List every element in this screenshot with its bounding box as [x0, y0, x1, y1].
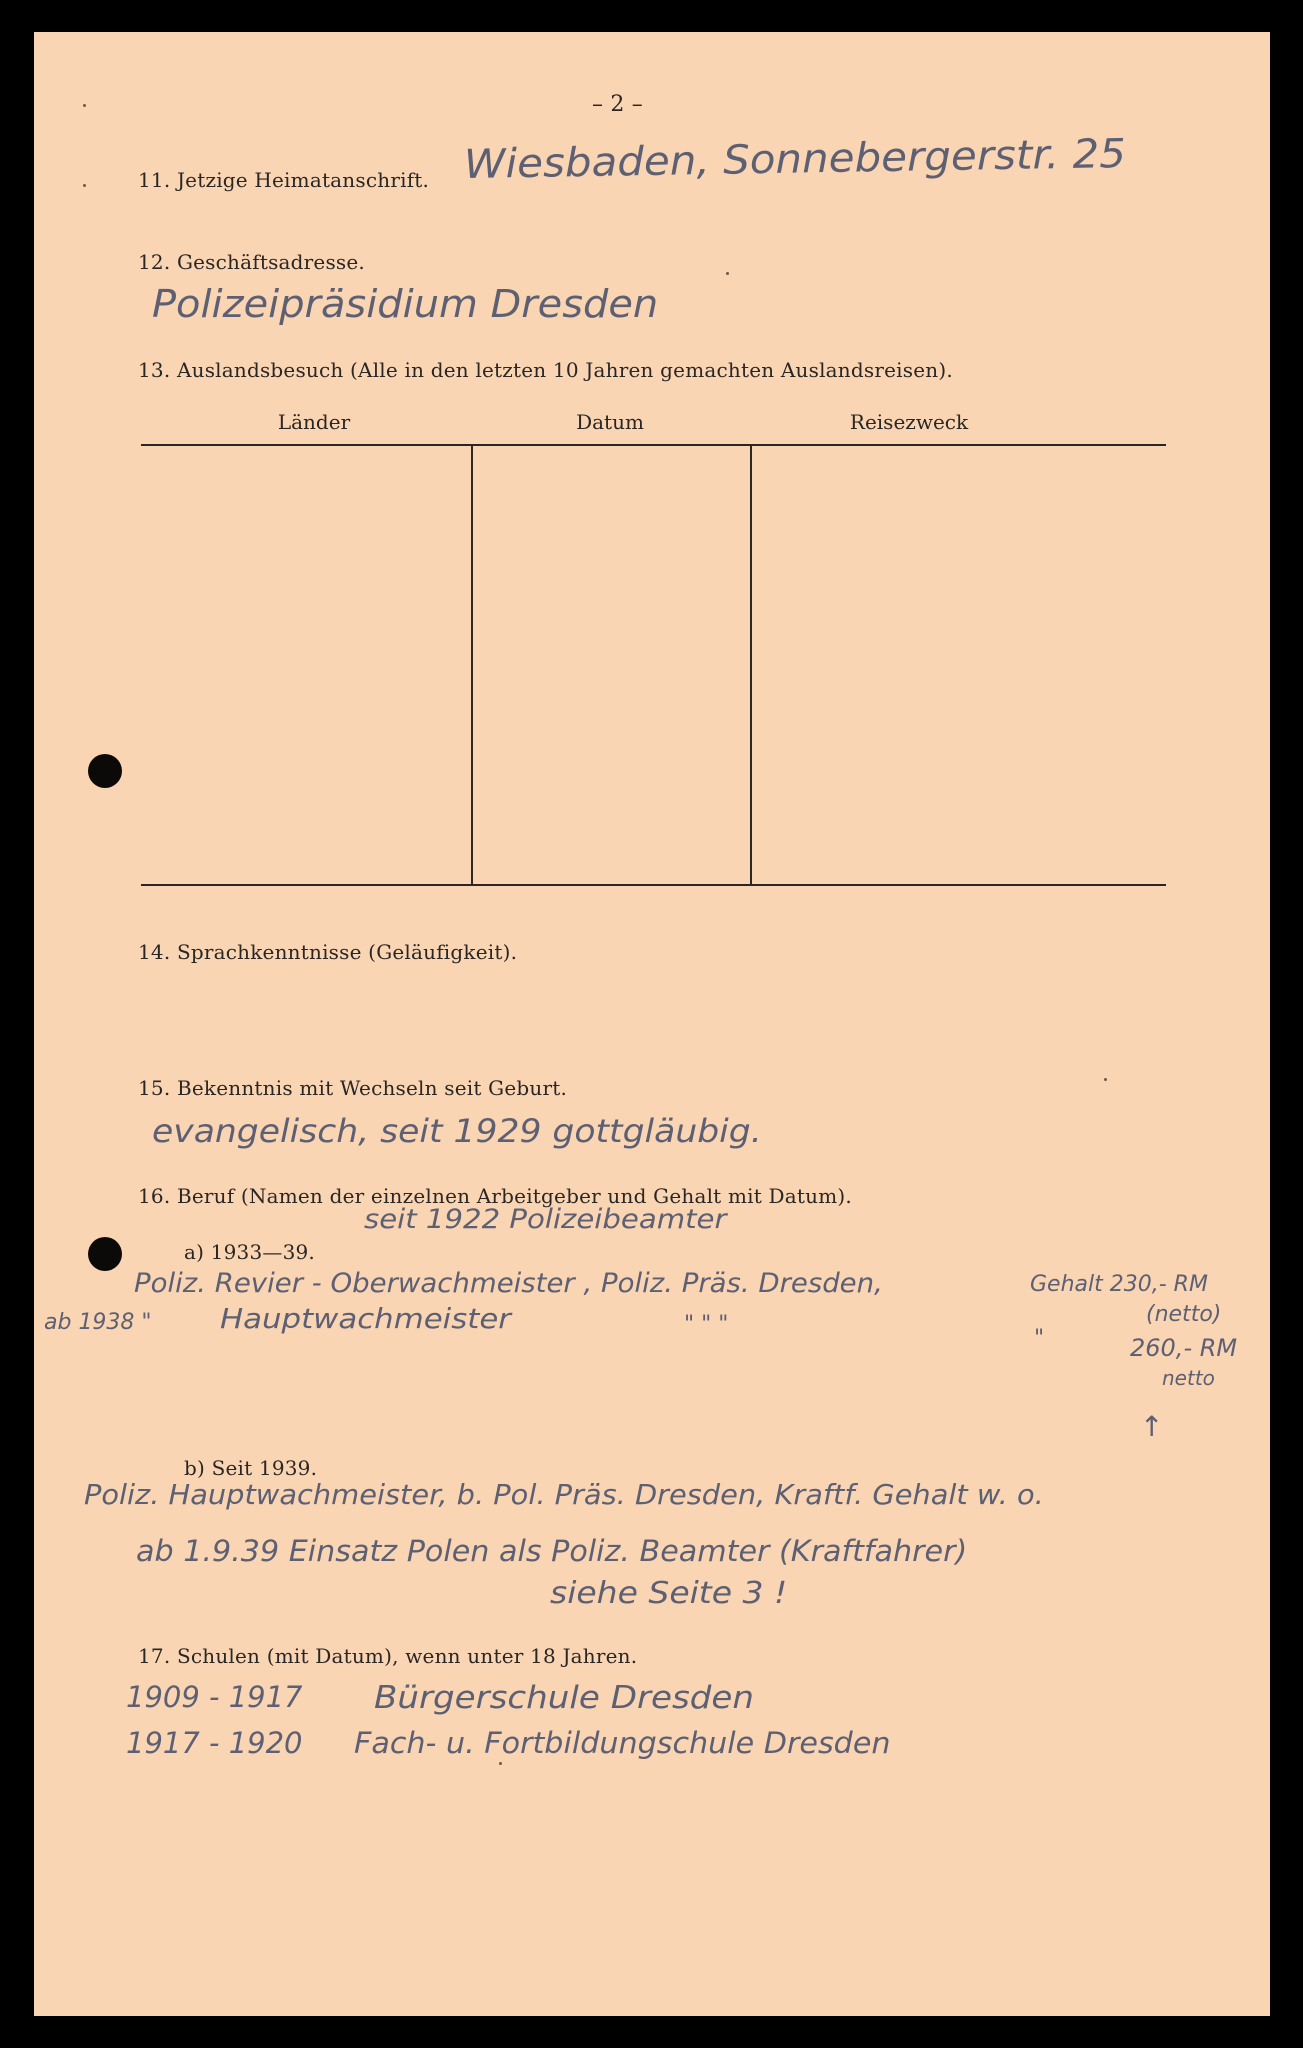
item15-label: 15. Bekenntnis mit Wechseln seit Geburt. — [138, 1076, 568, 1100]
item16b-line3: siehe Seite 3 ! — [550, 1576, 788, 1611]
item14-label: 14. Sprachkenntnisse (Geläufigkeit). — [138, 940, 518, 964]
item13-label: 13. Auslandsbesuch (Alle in den letzten 10 Jahren gemachten Auslandsreisen). — [138, 358, 953, 382]
item16a-line1: Poliz. Revier - Oberwachmeister , Poliz. Präs. Dresden, — [134, 1268, 883, 1299]
item16a-line1-salary: Gehalt 230,- RM — [1030, 1272, 1208, 1297]
paper-speck — [83, 104, 86, 107]
paper-speck — [499, 1762, 502, 1765]
item16a-note-above: seit 1922 Polizeibeamter — [364, 1204, 727, 1235]
item11-label: 11. Jetzige Heimatanschrift. — [138, 168, 430, 192]
item16a-line2: Hauptwachmeister — [220, 1302, 511, 1335]
table-header-laender: Länder — [277, 410, 351, 434]
table-header-datum: Datum — [576, 410, 644, 434]
item17-line2-school: Fach- u. Fortbildungschule Dresden — [354, 1726, 891, 1760]
item17-line1-school: Bürgerschule Dresden — [374, 1680, 754, 1716]
item16b-label: b) Seit 1939. — [184, 1456, 318, 1480]
table-bottom-rule — [141, 884, 1166, 886]
punch-hole-bottom — [88, 1237, 122, 1271]
table-top-rule — [141, 444, 1166, 446]
arrow-up-icon: ↑ — [1140, 1410, 1164, 1443]
item16a-line2-salary-note: netto — [1162, 1366, 1215, 1390]
item15-value: evangelisch, seit 1929 gottgläubig. — [152, 1112, 762, 1150]
item16a-line2-prefix: ab 1938 " — [44, 1310, 152, 1335]
item11-value: Wiesbaden, Sonnebergerstr. 25 — [463, 130, 1127, 188]
item17-line1-years: 1909 - 1917 — [126, 1680, 303, 1714]
page-number: – 2 – — [592, 92, 643, 117]
table-header-reisezweck: Reisezweck — [849, 410, 969, 434]
item16b-line2: ab 1.9.39 Einsatz Polen als Poliz. Beamter (Kraftfahrer) — [136, 1534, 968, 1568]
item12-value: Polizeipräsidium Dresden — [152, 282, 659, 326]
item16a-line1-salary-note: (netto) — [1146, 1302, 1222, 1327]
item16a-line2-ditto2: " — [1034, 1326, 1045, 1351]
item12-label: 12. Geschäftsadresse. — [138, 250, 365, 274]
paper-speck — [83, 184, 86, 187]
item16a-line2-ditto: " " " — [684, 1312, 729, 1337]
item17-label: 17. Schulen (mit Datum), wenn unter 18 Jahren. — [138, 1644, 638, 1668]
table-col-divider-2 — [750, 445, 752, 884]
paper-speck — [726, 272, 729, 275]
document-page — [34, 32, 1270, 2016]
paper-speck — [1104, 1078, 1107, 1081]
item17-line2-years: 1917 - 1920 — [126, 1726, 303, 1760]
item16a-line2-salary: 260,- RM — [1130, 1334, 1238, 1362]
table-col-divider-1 — [471, 445, 473, 884]
punch-hole-top — [88, 754, 122, 788]
item16-label: 16. Beruf (Namen der einzelnen Arbeitgeber und Gehalt mit Datum). — [138, 1184, 852, 1208]
item16a-label: a) 1933—39. — [184, 1240, 315, 1264]
item16b-line1: Poliz. Hauptwachmeister, b. Pol. Präs. Dresden, Kraftf. Gehalt w. o. — [84, 1478, 1044, 1511]
